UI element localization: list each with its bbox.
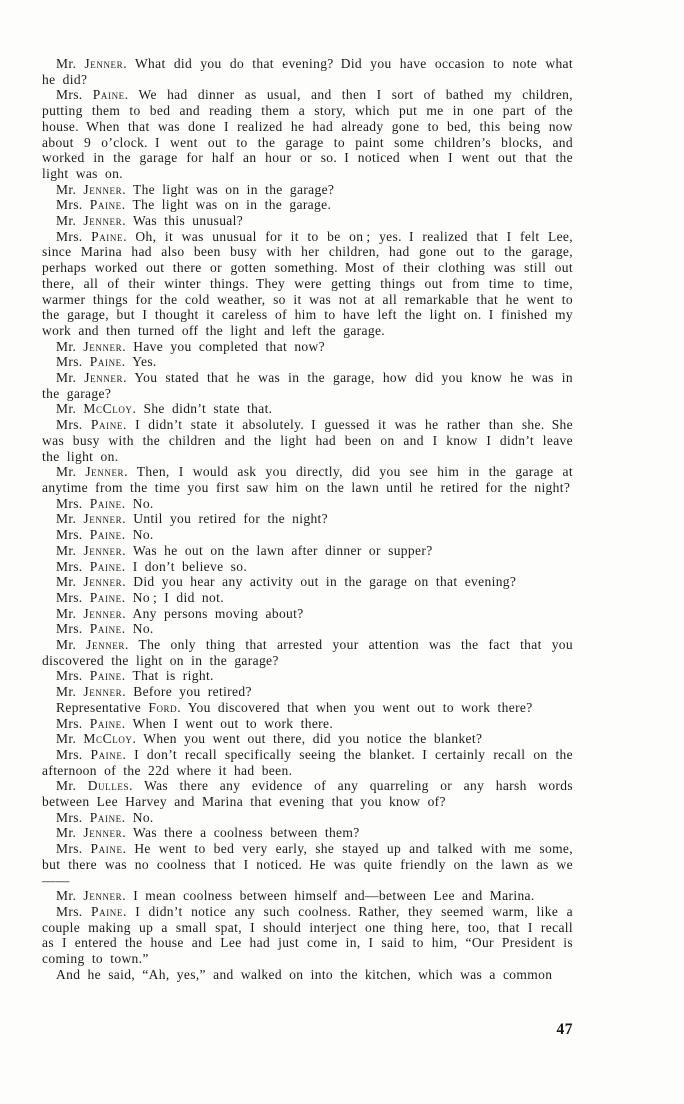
speaker-title: Mr. [56, 574, 84, 590]
dialogue-text: The only thing that arrested your attention was the fact that you discovered the light on in the garage? [42, 637, 573, 668]
speaker-name: Paine [89, 589, 122, 605]
speaker-name: Jenner [85, 464, 125, 480]
speaker-title: Mrs. [56, 746, 91, 762]
speaker-title: Mrs. [56, 527, 90, 543]
speaker-suffix: . [121, 197, 133, 213]
dialogue-paragraph [42, 417, 573, 464]
speaker-title: Mrs. [56, 809, 90, 825]
speaker-name: Paine [90, 417, 123, 433]
speaker-title: Mr. [56, 511, 84, 527]
speaker-suffix: . [122, 888, 134, 904]
dialogue-paragraph [42, 888, 573, 904]
speaker-suffix: . [123, 370, 135, 386]
speaker-name: Jenner [83, 338, 123, 354]
speaker-title: Mr. [56, 401, 84, 417]
speaker-suffix: . [132, 401, 144, 417]
dialogue-paragraph [42, 637, 573, 668]
speaker-title: Mrs. [56, 495, 90, 511]
speaker-suffix: . [123, 56, 135, 71]
dialogue-paragraph [42, 621, 573, 637]
dialogue-paragraph [42, 182, 573, 198]
speaker-title: Mrs. [56, 715, 90, 731]
dialogue-text: The light was on in the garage? [132, 181, 335, 197]
speaker-name: Jenner [84, 56, 124, 71]
dialogue-text: I didn’t notice any such coolness. Rather, they seemed warm, like a couple making up a small spat, I should interject one thing here, too, that I recall as I entered the house and Lee had just come in, I said to him, “Our President is coming to town.” [42, 903, 573, 967]
dialogue-text: The light was on in the garage. [132, 197, 332, 213]
dialogue-text: Until you retired for the night? [133, 511, 328, 527]
speaker-name: Paine [90, 841, 123, 857]
speaker-title: Mrs. [56, 354, 90, 370]
speaker-title: Mr. [56, 181, 84, 197]
speaker-suffix: . [121, 715, 133, 731]
dialogue-paragraph [42, 87, 573, 181]
dialogue-paragraph [42, 339, 573, 355]
speaker-suffix: . [125, 637, 139, 653]
dialogue-paragraph [42, 56, 573, 87]
speaker-suffix: . [122, 417, 136, 433]
dialogue-text: You stated that he was in the garage, how did you know he was in the garage? [42, 370, 574, 401]
dialogue-paragraph [42, 229, 573, 339]
speaker-suffix: . [122, 542, 133, 558]
dialogue-paragraph [42, 197, 573, 213]
speaker-title: Mr. [56, 213, 84, 229]
speaker-name: Jenner [83, 511, 123, 527]
dialogue-paragraph [42, 354, 573, 370]
dialogue-paragraph [42, 967, 573, 983]
speaker-name: Jenner [83, 181, 123, 197]
dialogue-paragraph [42, 511, 573, 527]
dialogue-text: That is right. [132, 668, 214, 684]
dialogue-text: You discovered that when you went out to work there? [187, 699, 533, 715]
speaker-suffix: . [129, 778, 145, 794]
speaker-suffix: . [124, 464, 137, 480]
dialogue-paragraph [42, 668, 573, 684]
dialogue-paragraph [42, 810, 573, 826]
dialogue-text: She didn’t state that. [143, 401, 273, 417]
speaker-name: Jenner [84, 370, 124, 386]
dialogue-text: Was this unusual? [132, 213, 244, 229]
speaker-name: Paine [91, 903, 124, 919]
speaker-title: Mrs. [56, 621, 90, 637]
speaker-suffix: . [123, 228, 136, 244]
speaker-title: Mr. [56, 605, 84, 621]
speaker-name: Paine [89, 495, 122, 511]
dialogue-text: I don’t believe so. [132, 558, 248, 574]
dialogue-text: What did you do that evening? Did you have occasion to note what he did? [42, 56, 574, 87]
speaker-title: Mr. [56, 542, 84, 558]
speaker-suffix: . [121, 809, 133, 825]
dialogue-paragraph [42, 496, 573, 512]
dialogue-text: Have you completed that now? [133, 338, 325, 354]
speaker-suffix: . [121, 589, 133, 605]
dialogue-paragraph [42, 590, 573, 606]
speaker-suffix: . [122, 213, 133, 229]
dialogue-text: We had dinner as usual, and then I sort of bathed my children, putting them to bed and reading them a story, which put me in one part of the house. When that was done I realized he had already gone to bed, this being now about 9 o’clock. I went out to the garage to paint some children’s blocks, and worked in the garage for half an hour or so. I noticed when I went out that the light was on. [42, 87, 573, 181]
speaker-suffix: . [121, 558, 133, 574]
dialogue-paragraph [42, 527, 573, 543]
speaker-name: Paine [89, 621, 122, 637]
speaker-title: Mrs. [56, 228, 92, 244]
speaker-suffix: . [121, 621, 133, 637]
speaker-name: Jenner [83, 605, 123, 621]
speaker-suffix: . [122, 684, 134, 700]
speaker-suffix: . [122, 574, 134, 590]
dialogue-text: I don’t recall specifically seeing the blanket. I certainly recall on the afternoon of the 22d where it had been. [42, 746, 573, 778]
transcript-body [42, 56, 573, 982]
speaker-name: Paine [92, 87, 125, 103]
dialogue-text: He went to bed very early, she stayed up and talked with me some, but there was no coolness that I noticed. He was quite friendly on the lawn as we—— [42, 841, 573, 888]
speaker-title: Mrs. [56, 558, 90, 574]
speaker-title: Mrs. [56, 417, 91, 433]
dialogue-text: Oh, it was unusual for it to be on ; yes. I realized that I felt Lee, since Marina had also been busy with her children, had gone out to the garage, perhaps worked out there or gotten something. Most of their clothing was still out there, all of their winter things. They were getting things out from time to time, warmer things for the cold weather, so it was not at all remarkable that he went to the garage, but I thought it careless of him to have left the light on. I finished my work and then turned off the light and left the garage. [42, 228, 573, 338]
dialogue-text: No. [132, 809, 154, 825]
dialogue-paragraph [42, 574, 573, 590]
speaker-suffix: . [123, 903, 136, 919]
speaker-name: McCloy [83, 401, 133, 417]
speaker-name: Paine [91, 228, 124, 244]
speaker-title: Mr. [56, 778, 88, 794]
dialogue-text: Before you retired? [133, 684, 252, 700]
dialogue-paragraph [42, 700, 573, 716]
dialogue-paragraph [42, 464, 573, 495]
speaker-title: Mrs. [56, 197, 90, 213]
speaker-suffix: . [122, 605, 133, 621]
dialogue-text: Did you hear any activity out in the garage on that evening? [133, 574, 517, 590]
speaker-name: Jenner [83, 213, 123, 229]
dialogue-paragraph [42, 606, 573, 622]
speaker-name: Paine [89, 558, 122, 574]
dialogue-paragraph [42, 747, 573, 778]
dialogue-paragraph [42, 904, 573, 967]
speaker-name: Jenner [83, 542, 123, 558]
speaker-name: Paine [89, 354, 122, 370]
speaker-suffix: . [121, 668, 133, 684]
speaker-title: Mrs. [56, 841, 91, 857]
speaker-suffix: . [121, 354, 133, 370]
speaker-title: Mrs. [56, 87, 93, 103]
speaker-suffix: . [122, 338, 134, 354]
page-number: 47 [556, 1021, 573, 1038]
speaker-suffix: . [122, 841, 135, 857]
dialogue-paragraph [42, 559, 573, 575]
speaker-name: Jenner [83, 574, 123, 590]
speaker-suffix: . [122, 825, 133, 841]
dialogue-text: No. [132, 495, 154, 511]
dialogue-text: No ; I did not. [132, 589, 224, 605]
dialogue-paragraph [42, 401, 573, 417]
speaker-title: Mr. [56, 338, 84, 354]
speaker-title: Mr. [56, 825, 84, 841]
dialogue-text: Yes. [132, 354, 157, 370]
speaker-suffix: . [132, 731, 144, 747]
speaker-suffix: . [122, 181, 133, 197]
speaker-title: Mrs. [56, 668, 90, 684]
speaker-title: Mrs. [56, 589, 90, 605]
dialogue-paragraph [42, 716, 573, 732]
speaker-suffix: . [121, 495, 133, 511]
speaker-title: Mrs. [56, 903, 91, 919]
speaker-name: Paine [89, 668, 122, 684]
dialogue-text: Any persons moving about? [132, 605, 304, 621]
speaker-title: Mr. [56, 370, 85, 386]
speaker-title: Mr. [56, 464, 86, 480]
speaker-suffix: . [124, 87, 139, 103]
speaker-suffix: . [121, 527, 133, 543]
dialogue-text: Was there a coolness between them? [132, 825, 360, 841]
speaker-name: McCloy [83, 731, 133, 747]
speaker-name: Paine [89, 715, 122, 731]
speaker-name: Paine [89, 809, 122, 825]
speaker-name: Jenner [86, 637, 126, 653]
speaker-suffix: . [122, 746, 135, 762]
speaker-suffix: . [122, 511, 134, 527]
dialogue-text: No. [132, 527, 154, 543]
speaker-name: Paine [90, 746, 123, 762]
speaker-suffix: . [177, 699, 188, 715]
dialogue-paragraph [42, 841, 573, 888]
speaker-name: Dulles [87, 778, 130, 794]
speaker-name: Paine [89, 527, 122, 543]
dialogue-text: Was he out on the lawn after dinner or supper? [132, 542, 433, 558]
speaker-name: Ford [148, 699, 178, 715]
dialogue-paragraph [42, 731, 573, 747]
dialogue-text: And he said, “Ah, yes,” and walked on into the kitchen, which was a common [56, 966, 553, 982]
dialogue-paragraph [42, 825, 573, 841]
dialogue-paragraph [42, 778, 573, 809]
speaker-name: Paine [89, 197, 122, 213]
dialogue-text: Then, I would ask you directly, did you see him in the garage at anytime from the time you first saw him on the lawn until he retired for the night? [42, 464, 573, 495]
speaker-title: Representative [56, 699, 149, 715]
speaker-title: Mr. [56, 731, 84, 747]
speaker-title: Mr. [56, 684, 84, 700]
dialogue-paragraph [42, 543, 573, 559]
speaker-title: Mr. [56, 888, 84, 904]
speaker-name: Jenner [83, 888, 123, 904]
dialogue-text: No. [132, 621, 154, 637]
speaker-title: Mr. [56, 56, 85, 71]
dialogue-text: Was there any evidence of any quarreling or any harsh words between Lee Harvey and Marina that evening that you know of? [42, 778, 573, 810]
dialogue-text: I mean coolness between himself and—between Lee and Marina. [133, 888, 535, 904]
dialogue-text: When I went out to work there. [132, 715, 334, 731]
dialogue-paragraph [42, 370, 573, 401]
dialogue-text: When you went out there, did you notice the blanket? [143, 731, 483, 747]
speaker-title: Mr. [56, 637, 87, 653]
dialogue-paragraph [42, 684, 573, 700]
dialogue-paragraph [42, 213, 573, 229]
dialogue-text: I didn’t state it absolutely. I guessed it was he rather than she. She was busy with the children and the light had been on and I know I didn’t leave the light on. [42, 417, 573, 464]
speaker-name: Jenner [83, 684, 123, 700]
speaker-name: Jenner [83, 825, 123, 841]
